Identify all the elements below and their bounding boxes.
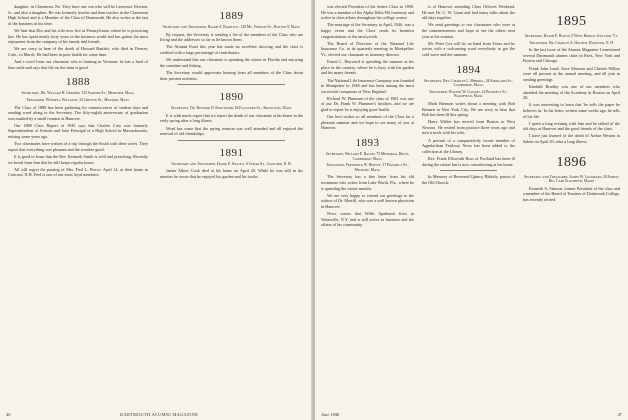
class-note-paragraph: The Secretary would appreciate hearing from all members of the Class about their present activities. — [160, 69, 303, 81]
right-page — [315, 0, 628, 420]
class-officer-byline: Treasurer, Dr. Charles A. Holden, Hanover, N. H. — [529, 40, 614, 45]
class-year-heading: 1895 — [556, 14, 587, 29]
class-note-paragraph: Mark Brennan writes about a meeting with Bob Bennett in New York City. We are sorry to hear that Bob has been ill this spring. — [422, 100, 515, 118]
class-year-heading: 1893 — [355, 137, 380, 150]
class-note-paragraph: A portrait of a comparatively recent member of Appalachian Trailway News has been added to the collection at the Library. — [422, 137, 515, 154]
class-note-paragraph: Harry Wilder has moved from Boston to West Newton. He retired from practice three years ago and now travels with his wife. — [422, 119, 515, 136]
class-note-paragraph: It is with much regret that we report the death of our classmate at his home in the early spring after a long illness. — [160, 112, 303, 124]
class-note-paragraph: It is good to learn that the Rev. Kenneth Smith is well and preaching. Recently we heard from him that he still keeps regular hours. — [8, 154, 148, 165]
left-page — [0, 0, 313, 420]
class-note-paragraph: And a word from our classmate who is farming in Vermont: he has a herd of fine cattle and says that life on the farm is good. — [8, 59, 148, 70]
class-note-paragraph: I spent a long evening with him and he talked of the old days at Hanover and the good friends of the class. — [523, 120, 620, 132]
class-note-paragraph: Our 1888 Class Report of 1945 says that Charles Cary was formerly Superintendent of Schools and later Principal of a High School in Massachusetts, retiring some years ago. — [8, 122, 148, 140]
class-note-paragraph: Frank John Loud, Jesse Marston and Chester Wilbur were all present at the annual meeting, and all join in sending greetings. — [523, 65, 620, 82]
text-column-2 — [160, 4, 303, 406]
class-note-paragraph: In the last issue of the Alumni Magazine I mentioned several Dartmouth alumni clubs in Paris, New York and Boston and Chicago. — [523, 47, 620, 64]
class-note-paragraph: All will regret the passing of Mrs. Fred L. Pierce. April 14, at their home in Concord, N.H. Fred is one of our most loyal members. — [8, 166, 148, 178]
class-note-paragraph: The Secretary has a fine letter from his old roommate who writes from Lake Worth, Fla., where he is spending the winter months. — [321, 174, 414, 191]
class-year-heading: 1894 — [456, 63, 481, 76]
class-officer-byline: Secretary, William E. Bacon, 75 Memorial Drive, Cambridge, Mass. — [325, 152, 410, 161]
class-note-paragraph: Word has come that the spring reunion was well attended and all enjoyed the renewal of old friendships. — [160, 125, 303, 137]
class-note-paragraph: We send greetings to our classmates who were at the commencement and hope to see the others next year at the reunion. — [422, 22, 515, 39]
page-number-left: 46 — [6, 412, 11, 417]
class-officer-byline: Treasurer, Frederick W. Hersey, 37 Prospect St., Melrose, Mass. — [326, 163, 409, 172]
class-officer-byline: Secretary, Ralph E. Rotch, 5 West Bridge Junction, Vt. — [524, 34, 619, 38]
class-note-paragraph: Ernest L. Hayward is spending the summer at his place in the country, where he is busy with his garden and his many friends. — [321, 59, 414, 76]
class-note-paragraph: Kenneth A. Stinson, former President of the class and a member of the Board of Trustees of Dartmouth College, has recently retired. — [523, 185, 620, 203]
class-officer-byline: Treasurer, Wendell Williams, 34 Chiffon St., Milford, Mass. — [26, 97, 130, 102]
text-column-1 — [8, 4, 148, 406]
class-note-paragraph: Rev. Frank Ellsworth Ross of Portland has been ill during the winter but is now convalescing at his home. — [422, 156, 515, 167]
class-note-paragraph: I have just learned of the death of Arthur Weston in Salem on April 20, after a long illness. — [523, 133, 620, 145]
class-year-heading: 1889 — [219, 10, 244, 22]
class-note-paragraph: Richard W. Plummer of the class of 1891 was one of our Dr. Frank W. Plummer's brothers, and we are glad to report he is enjoying good health. — [321, 95, 414, 113]
class-officer-byline: Secretary, Dr. Howard N. Kingsford, 54 Faulkner St., Arlington, Mass. — [170, 106, 293, 111]
section-divider — [178, 140, 285, 141]
class-note-paragraph: Kimball Bradley was one of our members who attended the meeting of the Academy in Boston on April 20. — [523, 83, 620, 101]
class-officer-byline: Secretary and Treasurer, James W. Lockhart, 20 Forest Rd., Cape Elizabeth, Maine — [523, 174, 620, 184]
class-note-paragraph: We are very happy to extend our greetings to the widow of Dr. Merrill, who was a well known physician in Hanover. — [321, 192, 414, 209]
class-year-heading: 1896 — [556, 154, 587, 170]
class-note-paragraph: The Class of 1888 has been gathering for reminiscences of student days and sending word along to the Secretary. The fifty-eighth anniversary of graduation was marked by a small reunion at Hanover. — [8, 104, 148, 121]
class-note-paragraph: is of Hanover attending Class Officers Weekend. He met Dr. C. W. Grant and had many talks about the old days together. — [422, 4, 515, 21]
class-note-paragraph: Two classmates have written of a trip through the South with their wives. They report that everything was pleasant and the weather good. — [8, 141, 148, 152]
class-note-paragraph: James Albert Cook died at his home on April 20. While he was still in his nineties he wrote that he enjoyed his garden and his books. — [160, 168, 303, 179]
text-column-5 — [523, 4, 620, 406]
class-note-paragraph: In Memory of Reverend Quincy Blakely, pastor of the Old Church. — [422, 174, 515, 185]
class-note-paragraph: was elected President of the Senior Class in 1890. He was a member of the Alpha Delta Phi fraternity and active in class affairs throughout his college course. — [321, 4, 414, 21]
class-note-paragraph: By request, the Secretary is sending a list of the members of the Class who are living and the addresses so far as he knows them. — [160, 31, 303, 43]
class-note-paragraph: We hear that Doc and his wife now live in Pennsylvania, where he is practicing law. He has spent nearly forty years in the business world and has gotten the most enjoyment from the company of his family and friends. — [8, 27, 148, 45]
class-note-paragraph: The National Life Insurance Company was founded in Montpelier in 1848 and has been among the most successful companies of New England. — [321, 77, 414, 94]
class-note-paragraph: The Board of Directors of the National Life Insurance Co. at its quarterly meeting in Montpelier, Vt., elected our classmate as honorary director. — [321, 40, 414, 57]
section-divider — [178, 84, 285, 85]
class-note-paragraph: We are sorry to hear of the death of Howard Bartlett, who died in Denver, Colo., in March. He had been in poor health for some time. — [8, 46, 148, 57]
class-year-heading: 1891 — [219, 146, 244, 159]
section-divider — [440, 170, 497, 171]
class-note-paragraph: Our best wishes to all members of the Class for a pleasant summer and we hope to see many of you at Hanover. — [321, 114, 414, 131]
page-number-right: 47 — [617, 412, 622, 417]
class-officer-byline: Treasurer, Walter W. Conant, 14 Prospect St., Wakefield, Mass. — [429, 89, 508, 99]
class-officer-byline: Secretary and Treasurer, Frank E. Kelley, 6 Cedar St., Concord, N. H. — [171, 161, 292, 166]
text-column-3 — [321, 4, 414, 406]
class-note-paragraph: Mr. Peter Cox will be on hand from Texas and he writes with a welcoming word everybody to get the cold wave and the summer. — [422, 40, 515, 57]
class-officer-byline: Secretary and Treasurer, Ralph A. Bartlett, 120 Mt. Vernon St., Boston 8, Mass. — [162, 25, 301, 29]
text-column-4 — [422, 4, 515, 406]
class-note-paragraph: We understand that our classmate is spending the winter in Florida and enjoying the sunshine and fishing. — [160, 57, 303, 68]
class-note-paragraph: News comes that Willis Sparhawk lives in Waterville, N.Y. and is still active in business and the affairs of his community. — [321, 211, 414, 228]
issue-date: June 1946 — [321, 412, 340, 417]
magazine-title: DARTMOUTH ALUMNI MAGAZINE — [120, 412, 199, 417]
class-note-paragraph: The marriage of the Secretary in April, 1946, was a happy event and the Class sends its heartiest congratulations to the newlyweds. — [321, 22, 414, 39]
class-note-paragraph: daughter, in Claremont, Ne. They have one son who will be Lawrence Newton, Jr., and also a daughter. He was formerly teacher and then teaches in the Claremont High School and is a Member of the Class of Dartmouth. He also writes at the last of the business in his time. — [8, 4, 148, 26]
class-officer-byline: Secretary, Dr. William H. Gerrish, 133 Sumner St., Medford, Mass. — [21, 91, 135, 96]
class-note-paragraph: It was interesting to learn that 'he sells the paper he believes in.' In his letter, written some weeks ago, he tells of his life. — [523, 102, 620, 119]
class-note-paragraph: The Alumni Fund this year has made an excellent showing and the class is credited with a large percentage of contributors. — [160, 44, 303, 55]
class-year-heading: 1890 — [219, 91, 244, 104]
class-officer-byline: Secretary, Rev. Charles L. Merrill, 24 Kirkland St., Cambridge, Mass. — [424, 78, 513, 88]
class-year-heading: 1888 — [66, 76, 90, 89]
